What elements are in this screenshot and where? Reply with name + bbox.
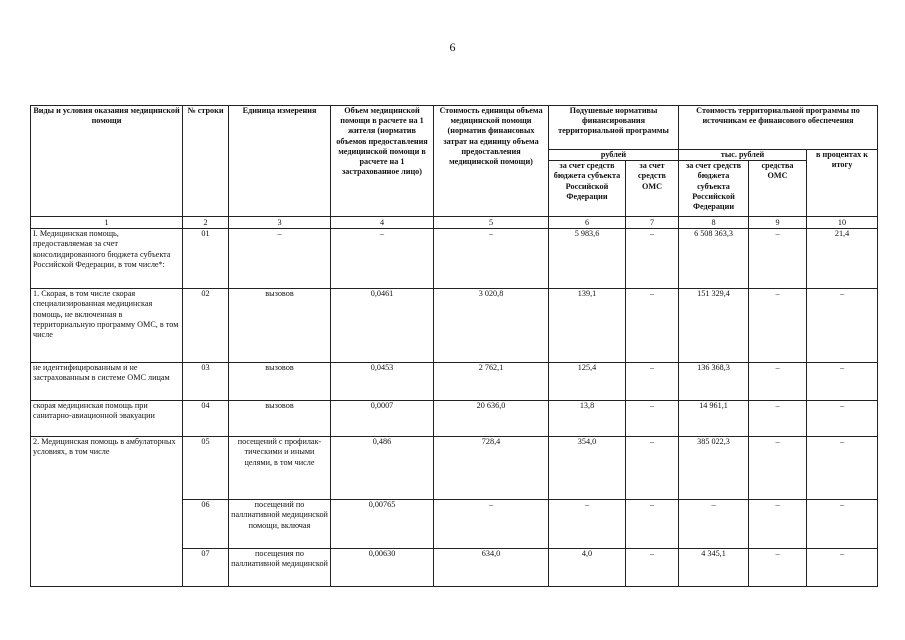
row-per-budget: 125,4 — [549, 363, 626, 401]
row-val-oms: – — [749, 437, 807, 500]
row-per-budget: 5 983,6 — [549, 229, 626, 289]
row-volume: 0,486 — [331, 437, 434, 500]
table-row — [31, 363, 878, 401]
row-number: 01 — [183, 229, 229, 289]
header-per-oms: за счет средств ОМС — [626, 161, 679, 217]
row-val-budget: 14 961,1 — [679, 401, 749, 437]
row-per-budget: 13,8 — [549, 401, 626, 437]
row-name: скорая медицинская помощь при санитарно-авиационной эвакуации — [31, 401, 183, 437]
row-cost: 634,0 — [434, 549, 549, 587]
row-per-oms: – — [626, 289, 679, 363]
row-val-budget: 385 022,3 — [679, 437, 749, 500]
header-volume: Объем медицинской помощи в расчете на 1 жителя (норматив объемов предоставления медицинской помощи в расчете на 1 застрахованное лицо) — [331, 106, 434, 217]
col-number: 8 — [679, 217, 749, 229]
row-volume: 0,00765 — [331, 500, 434, 549]
row-per-budget: 354,0 — [549, 437, 626, 500]
row-cost: 20 636,0 — [434, 401, 549, 437]
header-program-cost: Стоимость территориальной программы по источникам ее финансового обеспечения — [679, 106, 878, 150]
row-number: 04 — [183, 401, 229, 437]
row-per-oms: – — [626, 401, 679, 437]
header-per-budget: за счет средств бюджета субъекта Российской Федерации — [549, 161, 626, 217]
col-number: 4 — [331, 217, 434, 229]
row-percent: 21,4 — [807, 229, 878, 289]
row-val-budget: – — [679, 500, 749, 549]
col-number: 9 — [749, 217, 807, 229]
row-val-oms: – — [749, 401, 807, 437]
table-row — [31, 289, 878, 363]
row-unit: вызовов — [229, 363, 331, 401]
header-kinds: Виды и условия оказания медицинской помощи — [31, 106, 183, 217]
col-number: 6 — [549, 217, 626, 229]
row-percent: – — [807, 549, 878, 587]
table-row — [31, 437, 878, 500]
row-val-oms: – — [749, 363, 807, 401]
row-number: 03 — [183, 363, 229, 401]
row-name: I. Медицинская помощь, предоставляемая за счет консолидированного бюджета субъекта Российской Федерации, в том числе*: — [31, 229, 183, 289]
row-per-budget: – — [549, 500, 626, 549]
row-volume: 0,0453 — [331, 363, 434, 401]
table-row — [31, 229, 878, 289]
row-unit: вызовов — [229, 289, 331, 363]
row-percent: – — [807, 363, 878, 401]
row-cost: 3 020,8 — [434, 289, 549, 363]
row-per-oms: – — [626, 229, 679, 289]
row-cost: 728,4 — [434, 437, 549, 500]
row-unit: – — [229, 229, 331, 289]
row-name: 2. Медицинская помощь в амбулаторных условиях, в том числе — [31, 437, 183, 587]
territorial-program-table — [30, 105, 878, 587]
row-percent: – — [807, 437, 878, 500]
row-unit: посещения по паллиативной медицинской — [229, 549, 331, 587]
row-per-oms: – — [626, 437, 679, 500]
row-val-oms: – — [749, 229, 807, 289]
row-unit: вызовов — [229, 401, 331, 437]
col-number: 10 — [807, 217, 878, 229]
column-numbers-row — [31, 217, 878, 229]
row-volume: 0,0007 — [331, 401, 434, 437]
row-per-budget: 139,1 — [549, 289, 626, 363]
row-number: 07 — [183, 549, 229, 587]
row-val-budget: 4 345,1 — [679, 549, 749, 587]
table-row — [31, 401, 878, 437]
row-unit: посещений с профилак-тическими и иными целями, в том числе — [229, 437, 331, 500]
row-percent: – — [807, 401, 878, 437]
header-unit-cost: Стоимость единицы объема медицинской помощи (норматив финансовых затрат на единицу объема предоставления медицинской помощи) — [434, 106, 549, 217]
row-percent: – — [807, 500, 878, 549]
page-number: 6 — [449, 40, 456, 54]
row-per-oms: – — [626, 500, 679, 549]
row-per-budget: 4,0 — [549, 549, 626, 587]
col-number: 1 — [31, 217, 183, 229]
row-val-budget: 151 329,4 — [679, 289, 749, 363]
col-number: 3 — [229, 217, 331, 229]
row-per-oms: – — [626, 363, 679, 401]
row-number: 06 — [183, 500, 229, 549]
header-thousand-rubles: тыс. рублей — [679, 150, 807, 161]
header-val-oms: средства ОМС — [749, 161, 807, 217]
row-cost: 2 762,1 — [434, 363, 549, 401]
row-number: 05 — [183, 437, 229, 500]
header-percent: в процентах к итогу — [807, 150, 878, 217]
header-per-capita: Подушевые нормативы финансирования территориальной программы — [549, 106, 679, 150]
row-val-budget: 6 508 363,3 — [679, 229, 749, 289]
col-number: 2 — [183, 217, 229, 229]
header-val-budget: за счет средств бюджета субъекта Российской Федерации — [679, 161, 749, 217]
row-unit: посещений по паллиативной медицинской помощи, включая — [229, 500, 331, 549]
row-val-oms: – — [749, 500, 807, 549]
row-val-budget: 136 368,3 — [679, 363, 749, 401]
row-val-oms: – — [749, 289, 807, 363]
col-number: 7 — [626, 217, 679, 229]
row-volume: 0,0461 — [331, 289, 434, 363]
row-name: не идентифицированным и не застрахованным в системе ОМС лицам — [31, 363, 183, 401]
header-unit: Единица измерения — [229, 106, 331, 217]
row-cost: – — [434, 229, 549, 289]
row-name: 1. Скорая, в том числе скорая специализированная медицинская помощь, не включенная в территориальную программу ОМС, в том числе — [31, 289, 183, 363]
row-number: 02 — [183, 289, 229, 363]
row-volume: 0,00630 — [331, 549, 434, 587]
header-rubles: рублей — [549, 150, 679, 161]
row-cost: – — [434, 500, 549, 549]
row-percent: – — [807, 289, 878, 363]
row-val-oms: – — [749, 549, 807, 587]
row-per-oms: – — [626, 549, 679, 587]
col-number: 5 — [434, 217, 549, 229]
row-volume: – — [331, 229, 434, 289]
header-row-number: № строки — [183, 106, 229, 217]
